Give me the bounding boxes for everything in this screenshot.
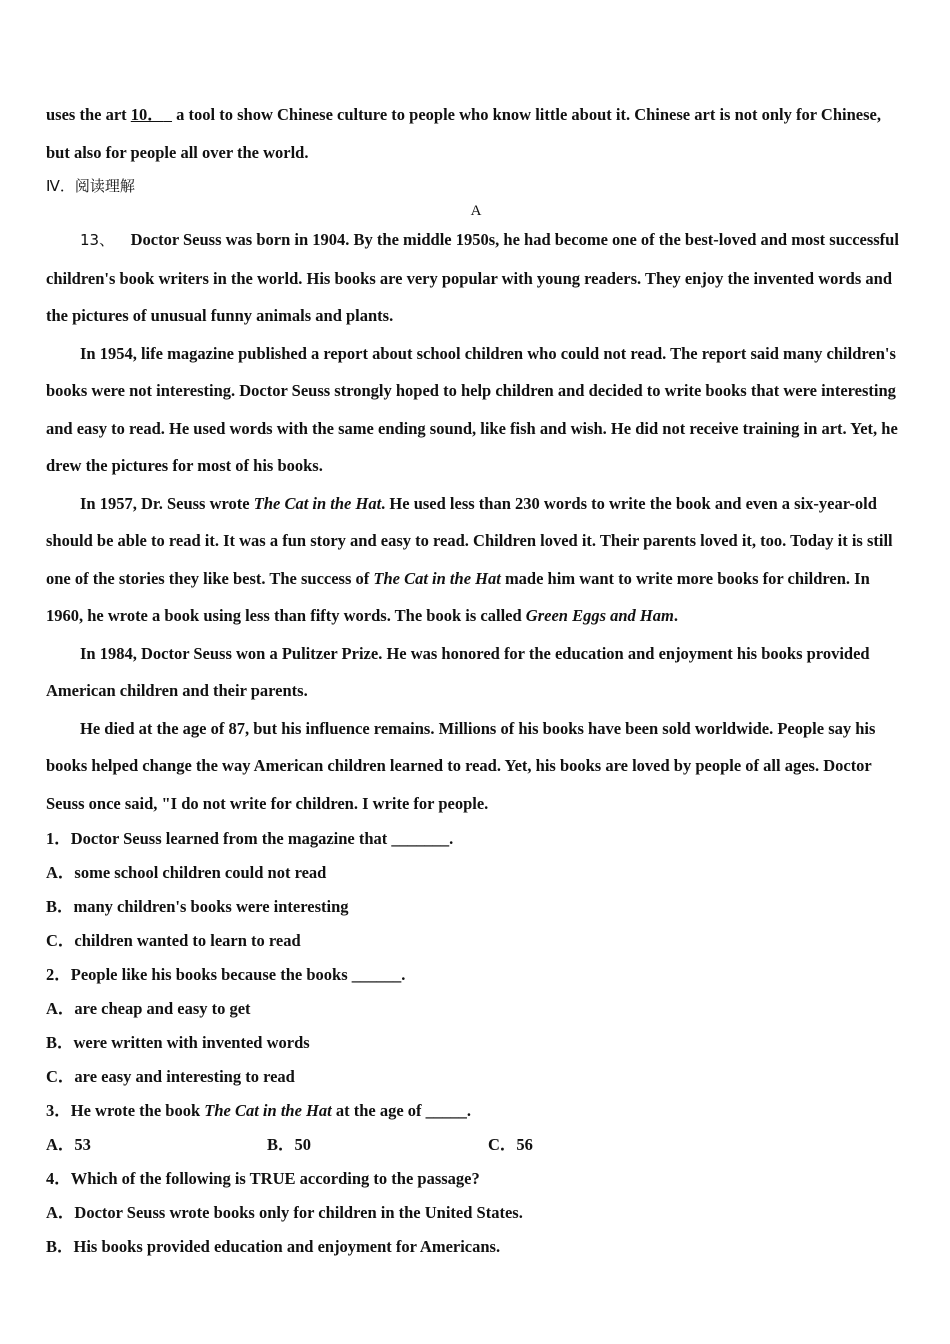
book-title: Green Eggs and Ham xyxy=(525,606,674,625)
options-row xyxy=(46,1128,906,1162)
paragraph-1-text: Doctor Seuss was born in 1904. By the middle 1950s, he had become one of the best-loved and most successful children's book writers in the world. His books are very popular with young readers. They enjoy the invented words and the pictures of unusual funny animals and plants. xyxy=(46,230,899,325)
book-title: The Cat in the Hat xyxy=(204,1101,332,1120)
blank-10: 10． xyxy=(130,105,164,124)
passage-paragraph-1 xyxy=(46,221,906,335)
question-stem: 4．Which of the following is TRUE according to the passage? xyxy=(46,1169,480,1188)
question-stem: 3．He wrote the book The Cat in the Hat at the age of _____. xyxy=(46,1101,472,1120)
option-b: B．His books provided education and enjoyment for Americans. xyxy=(46,1237,501,1256)
intro-text-2: a tool to show Chinese culture to people who know little about it. Chinese art is not only for Chinese, but also for people all over the world. xyxy=(46,105,881,162)
passage-paragraph-5: He died at the age of 87, but his influence remains. Millions of his books have been sold worldwide. People say his books helped change the way American children learned to read. Yet, his books are loved by people of all ages. Doctor Seuss once said, "I do not write for children. I write for people. xyxy=(46,718,876,813)
passage-paragraph-2: In 1954, life magazine published a report about school children who could not read. The report said many children's books were not interesting. Doctor Seuss strongly hoped to help children and decided to write books that were interesting and easy to read. He used words with the same ending sound, like fish and wish. He did not receive training in art. Yet, he drew the pictures for most of his books. xyxy=(46,343,898,475)
option-b: B．many children's books were interesting xyxy=(46,897,349,916)
option-b: B．were written with invented words xyxy=(46,1033,310,1052)
option-c: C．56 xyxy=(488,1135,533,1154)
option-a: A．are cheap and easy to get xyxy=(46,999,251,1018)
passage-paragraph-3: In 1957, Dr. Seuss wrote The Cat in the Hat. He used less than 230 words to write the book and even a six-year-old should be able to read it. It was a fun story and easy to read. Children loved it. Their parents loved it, too. Today it is still one of the stories they like best. The success of The Cat in the Hat made him want to write more books for children. In 1960, he wrote a book using less than fifty words. The book is called Green Eggs and Ham. xyxy=(46,493,893,625)
question-4 xyxy=(46,1162,906,1264)
option-c: C．children wanted to learn to read xyxy=(46,931,301,950)
question-3 xyxy=(46,1094,906,1162)
intro-paragraph xyxy=(46,96,906,171)
option-b: B．50 xyxy=(267,1135,312,1154)
option-a: A．53 xyxy=(46,1135,91,1154)
section-heading: Ⅳ．阅读理解 xyxy=(46,177,135,195)
document-page xyxy=(46,96,906,1264)
intro-text-1: uses the art xyxy=(46,105,131,124)
option-a: A．Doctor Seuss wrote books only for children in the United States. xyxy=(46,1203,523,1222)
passage-paragraph-4: In 1984, Doctor Seuss won a Pulitzer Prize. He was honored for the education and enjoyment his books provided American children and their parents. xyxy=(46,643,870,700)
book-title: The Cat in the Hat xyxy=(253,493,382,513)
question-stem: 1．Doctor Seuss learned from the magazine that _______. xyxy=(46,829,454,848)
question-stem: 2．People like his books because the books ______. xyxy=(46,965,406,984)
passage-label: A xyxy=(470,203,482,219)
question-number-13: 13、 xyxy=(80,231,115,249)
option-a: A．some school children could not read xyxy=(46,863,327,882)
question-1 xyxy=(46,822,906,958)
option-c: C．are easy and interesting to read xyxy=(46,1067,295,1086)
question-2 xyxy=(46,958,906,1094)
book-title: The Cat in the Hat xyxy=(373,568,501,588)
